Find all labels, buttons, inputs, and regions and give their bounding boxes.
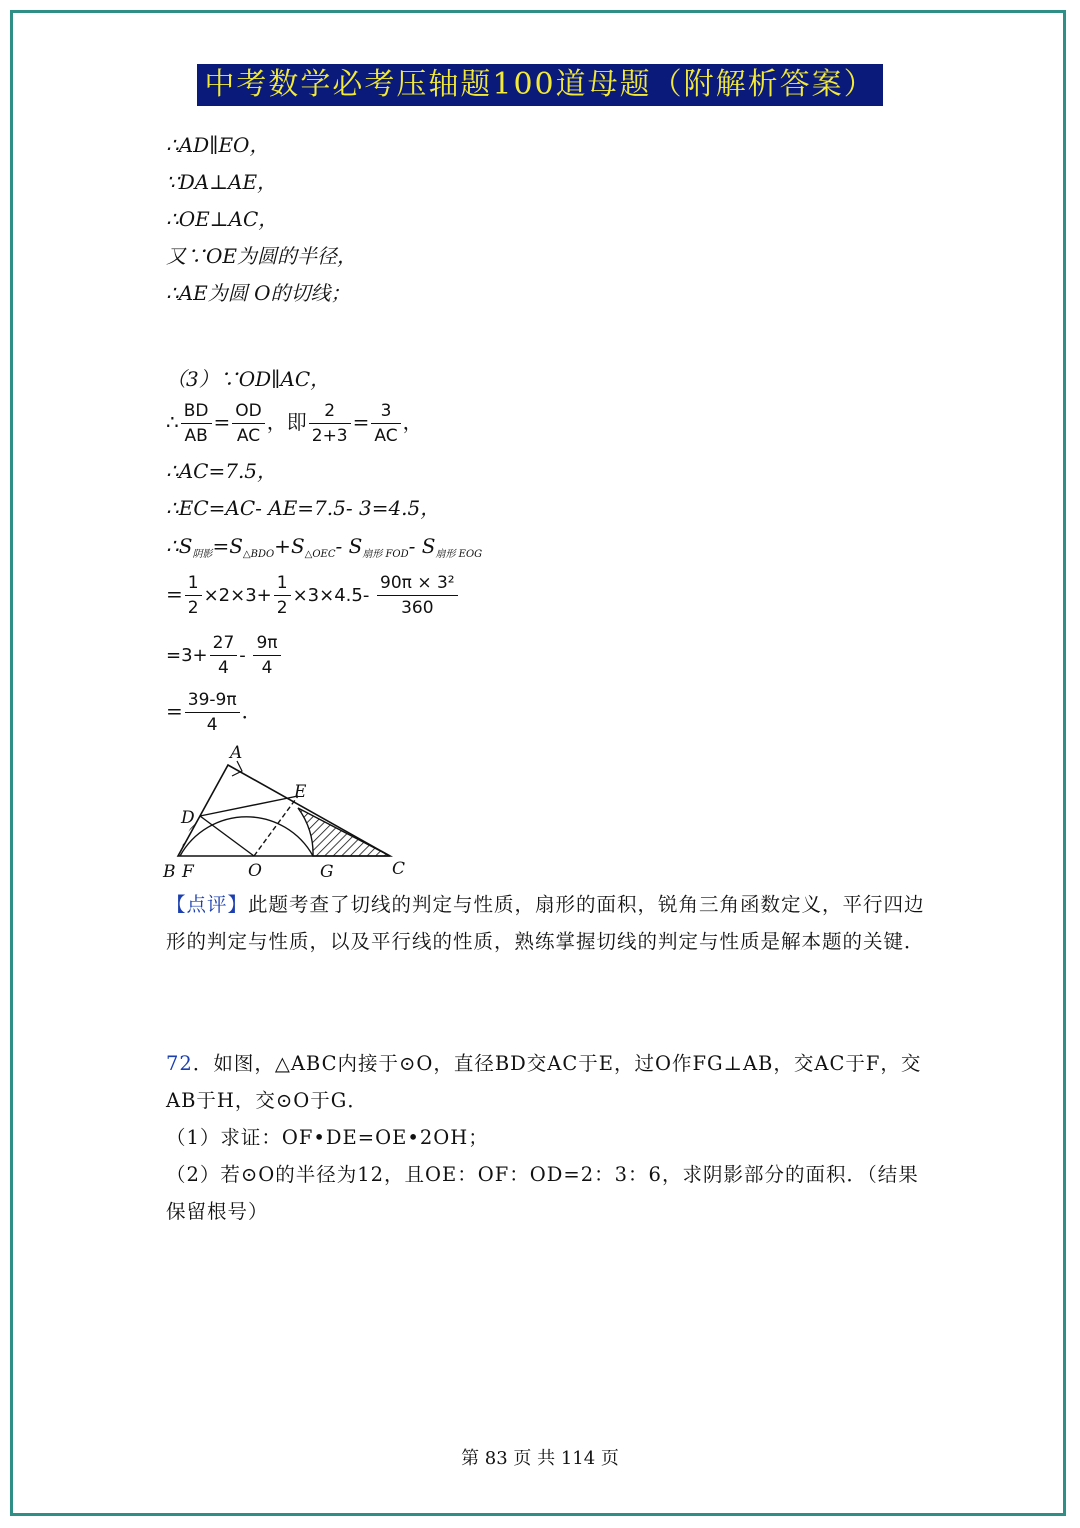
fraction-bd-ab: [181, 400, 212, 447]
subscript-eog: 扇形 EOG: [435, 549, 483, 560]
minus-sign: -: [239, 645, 252, 666]
calc-line-1: [166, 572, 460, 619]
equals-sign: =: [166, 582, 183, 606]
fraction-half: [274, 572, 291, 619]
fraction-numerator: 39-9π: [185, 689, 240, 713]
fraction-denominator: 4: [206, 715, 218, 735]
area-symbol: S: [178, 534, 193, 558]
segment-do: [200, 816, 254, 856]
calc-text: ×2×3+: [203, 585, 272, 606]
problem-72-part-2: （2）若⊙O的半径为12，且OE：OF：OD=2：3：6，求阴影部分的面积．（结果保留根号）: [166, 1163, 919, 1223]
comment-text: 此题考查了切线的判定与性质，扇形的面积，锐角三角函数定义，平行四边形的判定与性质，以及平行线的性质，熟练掌握切线的判定与性质是解本题的关键．: [166, 893, 925, 953]
proof-line: ∴OE⊥AC，: [166, 207, 279, 231]
area-symbol: S: [290, 534, 305, 558]
fraction-numerator: 1: [185, 572, 202, 596]
fraction-denominator: AC: [236, 426, 261, 446]
proof-line: ∴AE为圆 O的切线；: [166, 281, 351, 305]
calc-text: =3+: [166, 645, 208, 666]
part3-lead: （3）∵OD∥AC，: [166, 367, 331, 391]
ec-result-line: ∴EC=AC- AE=7.5- 3=4.5，: [166, 496, 441, 520]
fraction-denominator: AB: [184, 426, 208, 446]
ratio-end: ，: [402, 410, 423, 434]
area-symbol: S: [421, 534, 436, 558]
area-symbol: S: [229, 534, 243, 558]
label-e: E: [294, 782, 307, 802]
fraction-denominator: 2: [276, 598, 288, 618]
label-b: B: [163, 862, 176, 882]
fraction-9pi-4: [253, 632, 280, 679]
fraction-denominator: 2: [187, 598, 199, 618]
problem-number: 72: [166, 1052, 193, 1075]
therefore-sign: ∴: [166, 534, 179, 558]
subscript-bdo: △BDO: [242, 549, 275, 560]
label-f: F: [182, 862, 194, 882]
ratio-prefix: ∴: [166, 410, 179, 434]
fraction-numerator: 2: [309, 400, 351, 424]
fraction-denominator: 4: [218, 658, 229, 678]
area-formula-line: [166, 533, 482, 568]
label-o: O: [248, 861, 262, 881]
fraction-numerator: 90π × 3²: [377, 572, 458, 596]
fraction-numerator: 9π: [253, 632, 280, 656]
ratio-mid-text: ，即: [266, 410, 307, 434]
fraction-od-ac: [232, 400, 264, 447]
proof-line: ∵DA⊥AE，: [166, 170, 278, 194]
fraction-2-5: [309, 400, 351, 447]
equals-sign: =: [212, 534, 230, 558]
fraction-denominator: AC: [374, 426, 398, 446]
problem-72-stem: [166, 1045, 926, 1119]
fraction-half: [185, 572, 202, 619]
proof-line: ∴AD∥EO，: [166, 133, 270, 157]
label-g: G: [320, 862, 334, 882]
fraction-denominator: 360: [401, 598, 434, 618]
label-c: C: [392, 859, 406, 879]
fraction-final-answer: [185, 689, 240, 736]
subscript-shadow: 阴影: [192, 549, 213, 560]
minus-sign: -: [335, 534, 349, 558]
period: ．: [241, 699, 262, 723]
page-title-banner: 中考数学必考压轴题100道母题（附解析答案）: [197, 64, 883, 106]
problem-stem-text: ．如图，△ABC内接于⊙O，直径BD交AC于E，过O作FG⊥AB，交AC于F，交AB于H，交⊙O于G．: [166, 1052, 922, 1112]
segment-de: [200, 796, 298, 816]
fraction-3-ac: [371, 400, 400, 447]
fraction-sector-area: [377, 572, 458, 619]
subscript-fod: 扇形 FOD: [362, 549, 409, 560]
ac-result-line: ∴AC=7.5，: [166, 459, 278, 483]
fraction-denominator: 2+3: [311, 426, 348, 446]
fraction-numerator: 27: [210, 632, 238, 656]
equals-sign: =: [213, 410, 231, 434]
fraction-numerator: 3: [371, 400, 400, 424]
proof-line: 又∵OE为圆的半径，: [166, 244, 357, 268]
label-d: D: [181, 808, 195, 828]
plus-sign: +: [274, 534, 291, 558]
problem-72-part-1: （1）求证：OF•DE=OE•2OH；: [166, 1126, 489, 1149]
comment-block: [166, 886, 926, 960]
minus-sign: -: [408, 534, 422, 558]
fraction-denominator: 4: [261, 658, 273, 678]
geometry-figure: [160, 740, 420, 885]
equals-sign: =: [352, 410, 370, 434]
segment-oe-dashed: [254, 796, 298, 856]
fraction-numerator: BD: [181, 400, 212, 424]
area-symbol: S: [348, 534, 363, 558]
equals-sign: =: [166, 699, 183, 723]
subscript-oec: △OEC: [304, 549, 336, 560]
label-a: A: [230, 743, 243, 763]
fraction-numerator: OD: [232, 400, 264, 424]
calc-text: ×3×4.5-: [292, 585, 376, 606]
calc-line-3: [166, 689, 262, 736]
comment-tag: 【点评】: [166, 893, 249, 916]
fraction-numerator: 1: [274, 572, 291, 596]
calc-line-2: [166, 632, 283, 679]
ratio-line: [166, 400, 423, 447]
page-number-footer: 第 83 页 共 114 页: [461, 1448, 619, 1469]
fraction-27-4: [210, 632, 238, 679]
